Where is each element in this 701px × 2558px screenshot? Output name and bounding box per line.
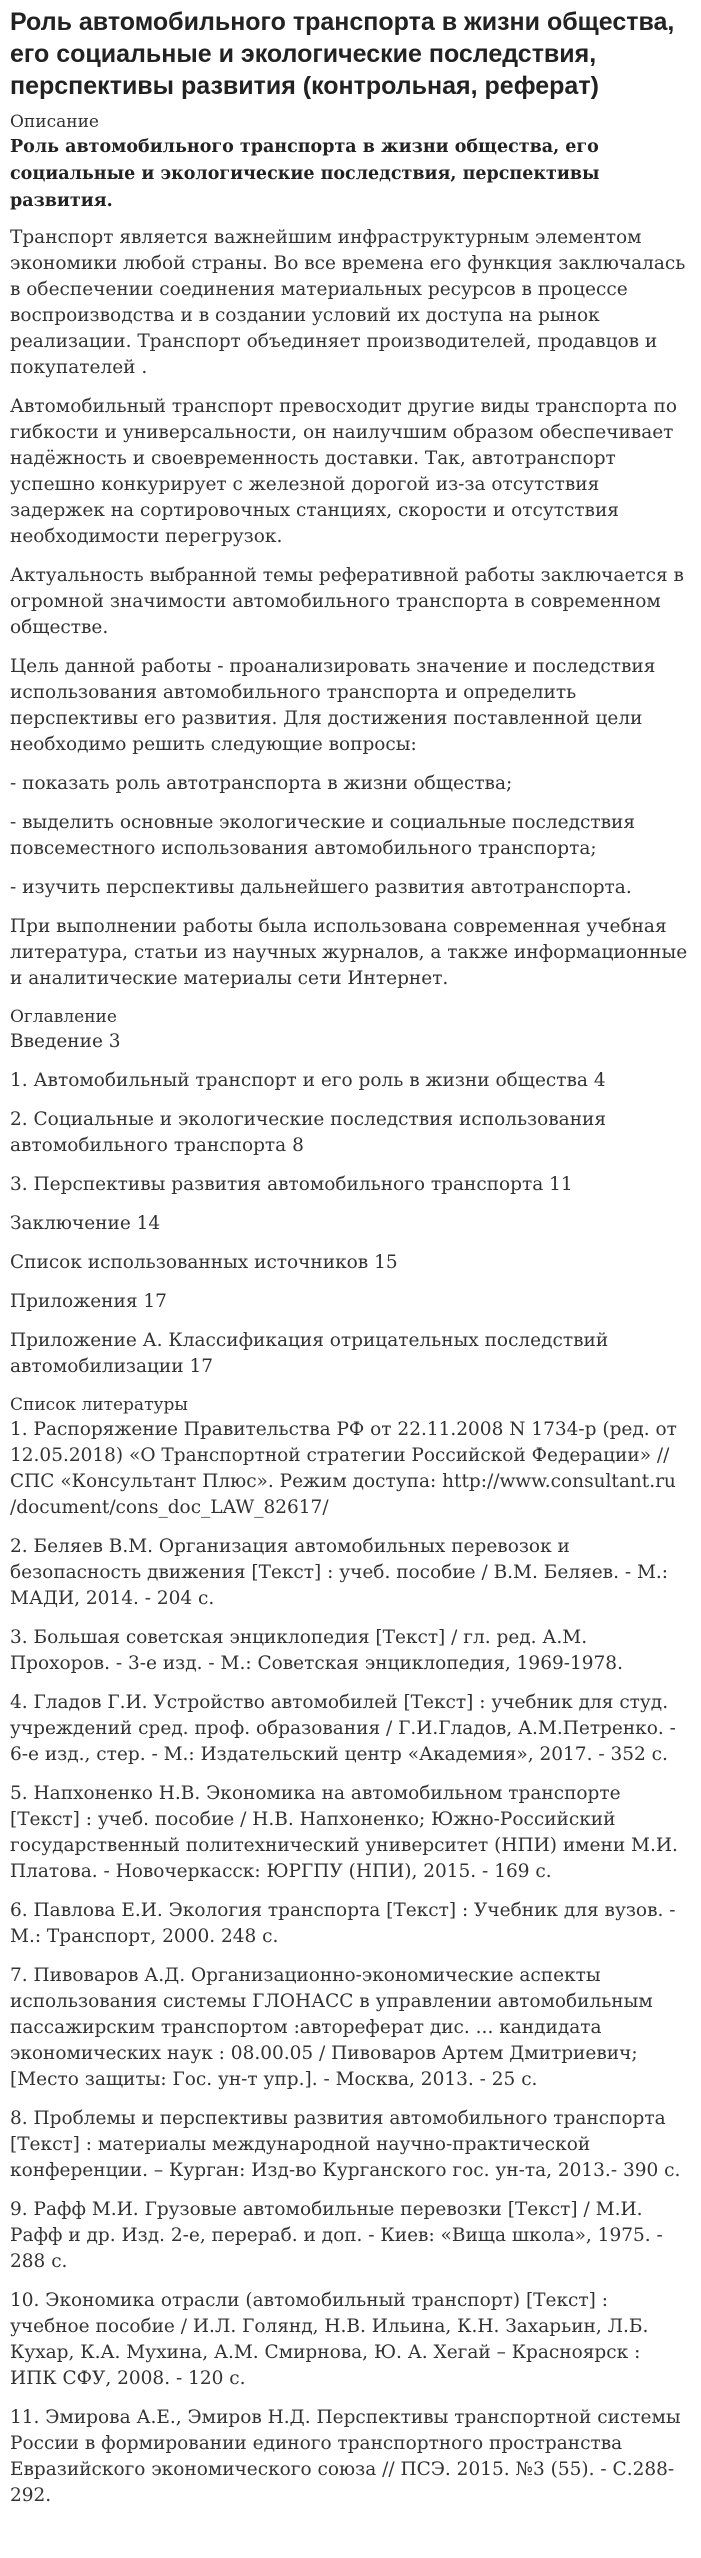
- toc-item: Приложения 17: [10, 1291, 167, 1312]
- toc-item: 2. Социальные и экологические последствия использования автомобильного транспорта 8: [10, 1109, 607, 1156]
- paragraph: - показать роль автотранспорта в жизни общества;: [10, 773, 513, 794]
- reference-item: 9. Рафф М.И. Грузовые автомобильные перевозки [Текст] / М.И. Рафф и др. Изд. 2-е, перераб. и доп. - Киев: «Вища школа», 1975. - 288 с.: [10, 2199, 663, 2272]
- toc-item-intro: Введение 3: [10, 1031, 121, 1052]
- paragraph: Автомобильный транспорт превосходит другие виды транспорта по гибкости и универсальности, он наилучшим образом обеспечивает надёжность и своевременность доставки. Так, автотранспорт успешно конкурирует с железной дорогой из-за отсутствия задержек на сортировочных станциях, скорости и отсутствия необходимости перегрузок.: [10, 396, 677, 547]
- reference-item: 5. Напхоненко Н.В. Экономика на автомобильном транспорте [Текст] : учеб. пособие / Н.В. Напхоненко; Южно-Российский государственный политехнический университет (НПИ) имени М.И. Платова. - Новочеркасск: ЮРГПУ (НПИ), 2015. - 169 с.: [10, 1783, 678, 1882]
- paragraph: Цель данной работы - проанализировать значение и последствия использования автомобильного транспорта и определить перспективы его развития. Для достижения поставленной цели необходимо решить следующие вопросы:: [10, 656, 656, 755]
- reference-item: 2. Беляев В.М. Организация автомобильных перевозок и безопасность движения [Текст] : учеб. пособие / В.М. Беляев. - М.: МАДИ, 2014. - 204 с.: [10, 1536, 669, 1609]
- toc-item: 3. Перспективы развития автомобильного транспорта 11: [10, 1174, 573, 1195]
- page-title: Роль автомобильного транспорта в жизни общества, его социальные и экологические последствия, перспективы развития (контрольная, реферат): [10, 8, 675, 100]
- references-label: Список литературы: [10, 1395, 188, 1415]
- paragraph: Актуальность выбранной темы реферативной работы заключается в огромной значимости автомобильного транспорта в современном обществе.: [10, 565, 684, 638]
- reference-item: 4. Гладов Г.И. Устройство автомобилей [Текст] : учебник для студ. учреждений сред. проф. образования / Г.И.Гладов, А.М.Петренко. - 6-е изд., стер. - М.: Издательский центр «Академия», 2017. - 352 с.: [10, 1692, 676, 1765]
- paragraph: При выполнении работы была использована современная учебная литература, статьи из научных журналов, а также информационные и аналитические материалы сети Интернет.: [10, 916, 688, 989]
- reference-item: 8. Проблемы и перспективы развития автомобильного транспорта [Текст] : материалы международной научно-практической конференции. – Курган: Изд-во Курганского гос. ун-та, 2013.- 390 с.: [10, 2108, 681, 2181]
- description-body: [10, 225, 691, 992]
- paragraph: - изучить перспективы дальнейшего развития автотранспорта.: [10, 877, 632, 898]
- paragraph: - выделить основные экологические и социальные последствия повсеместного использования автомобильного транспорта;: [10, 812, 635, 859]
- reference-item: 3. Большая советская энциклопедия [Текст] / гл. ред. А.М. Прохоров. - 3-е изд. - М.: Советская энциклопедия, 1969-1978.: [10, 1627, 623, 1674]
- toc-label: Оглавление: [10, 1007, 117, 1027]
- paragraph: Транспорт является важнейшим инфраструктурным элементом экономики любой страны. Во все времена его функция заключалась в обеспечении соединения материальных ресурсов в процессе воспроизводства и в создании условий их доступа на рынок реализации. Транспорт объединяет производителей, продавцов и покупателей .: [10, 227, 686, 378]
- toc-item: Заключение 14: [10, 1213, 161, 1234]
- reference-item: 6. Павлова Е.И. Экология транспорта [Текст] : Учебник для вузов. - М.: Транспорт, 2000. 248 с.: [10, 1900, 676, 1947]
- toc-item: Приложение А. Классификация отрицательных последствий автомобилизации 17: [10, 1330, 609, 1377]
- description-label: Описание: [10, 112, 99, 132]
- reference-item: 1. Распоряжение Правительства РФ от 22.11.2008 N 1734-р (ред. от 12.05.2018) «О Транспортной стратегии Российской Федерации» // СПС «Консультант Плюс». Режим доступа: http://www.consultant.ru /document/cons_doc_LAW_82617/: [10, 1419, 677, 1518]
- reference-item: 10. Экономика отрасли (автомобильный транспорт) [Текст] : учебное пособие / И.Л. Голянд, Н.В. Ильина, К.Н. Захарьин, Л.Б. Кухар, К.А. Мухина, А.М. Смирнова, Ю. А. Хегай – Красноярск : ИПК СФУ, 2008. - 120 с.: [10, 2290, 649, 2389]
- lead-text: Роль автомобильного транспорта в жизни общества, его социальные и экологические последствия, перспективы развития.: [10, 137, 600, 211]
- toc-item: Список использованных источников 15: [10, 1252, 398, 1273]
- table-of-contents: [10, 1068, 691, 1380]
- reference-item: 11. Эмирова А.Е., Эмиров Н.Д. Перспективы транспортной системы России в формировании единого транспортного пространства Евразийского экономического союза // ПСЭ. 2015. №3 (55). - С.288-292.: [10, 2407, 681, 2506]
- toc-item: 1. Автомобильный транспорт и его роль в жизни общества 4: [10, 1070, 606, 1091]
- references-list: [10, 1417, 691, 2509]
- reference-item: 7. Пивоваров А.Д. Организационно-экономические аспекты использования системы ГЛОНАСС в управлении автомобильным пассажирским транспортом :автореферат дис. ... кандидата экономических наук : 08.00.05 / Пивоваров Артем Дмитриевич; [Место защиты: Гос. ун-т упр.]. - Москва, 2013. - 25 с.: [10, 1965, 653, 2090]
